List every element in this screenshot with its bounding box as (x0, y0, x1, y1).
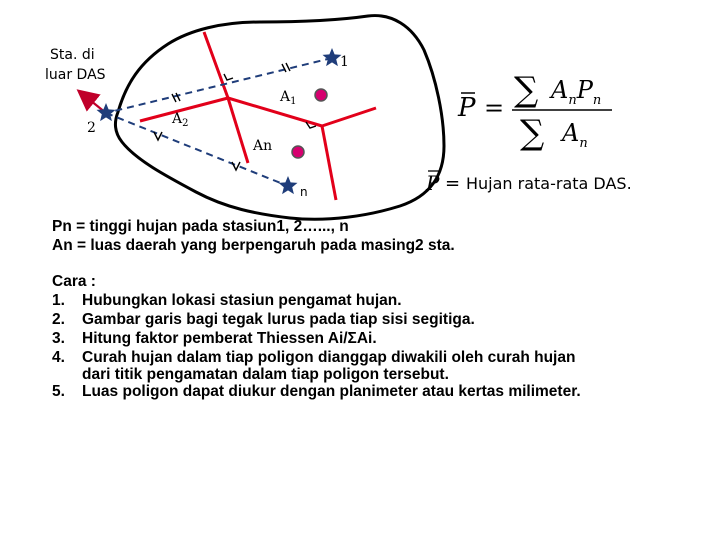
an-definition: An = luas daerah yang berpengaruh pada masing2 sta. (52, 237, 455, 254)
method-title: Cara : (52, 273, 96, 290)
definition-lhs: P (426, 171, 440, 195)
list-item (52, 329, 581, 348)
station-2-label: 2 (87, 120, 96, 136)
method-steps (52, 272, 581, 401)
station-n-star-icon (279, 176, 298, 194)
list-item (52, 291, 581, 310)
pn-definition: Pn = tinggi hujan pada stasiun1, 2…..., n (52, 218, 349, 235)
step-text: Luas poligon dapat diukur dengan planimeter atau kertas milimeter. (82, 383, 581, 400)
step-text: Hitung faktor pemberat Thiessen Ai/ΣAi. (82, 330, 377, 347)
area-1-label: $A_1$ (280, 89, 297, 107)
formula-lhs: P (458, 93, 476, 123)
list-item (52, 348, 581, 367)
step-number: 5. (52, 383, 65, 400)
station-1-label: 1 (340, 54, 349, 70)
step-number: 3. (52, 330, 65, 347)
list-item (52, 310, 581, 329)
station-1-star-icon (323, 48, 342, 66)
step-text: Gambar garis bagi tegak lurus pada tiap sisi segitiga. (82, 311, 475, 328)
divider-south (322, 126, 336, 200)
list-item (52, 382, 581, 401)
outside-station-label-line1: Sta. di (50, 47, 95, 63)
outside-station-label-line2: luar DAS (45, 67, 106, 83)
divider-east (322, 108, 376, 126)
step-text: Curah hujan dalam tiap poligon dianggap diwakili oleh curah hujan (82, 349, 576, 366)
gauge-dot-upper (315, 89, 327, 101)
area-n-label: An (253, 138, 273, 154)
definition-text: Hujan rata-rata DAS. (466, 174, 632, 193)
definition-equals: = (445, 173, 461, 194)
step-number: 1. (52, 292, 65, 309)
step-continuation: dari titik pengamatan dalam tiap poligon tersebut. (82, 366, 449, 383)
area-2-label: $A_2$ (172, 111, 189, 129)
divider-right (228, 98, 322, 126)
step-text: Hubungkan lokasi stasiun pengamat hujan. (82, 292, 402, 309)
formula-sigma-top: ∑ (514, 70, 539, 110)
formula-sigma-bottom: ∑ (520, 113, 545, 153)
formula-equals: = (484, 94, 505, 122)
watershed-boundary (115, 16, 444, 220)
formula-numerator: $A_nP_n$ (551, 76, 602, 108)
step-number: 4. (52, 349, 65, 366)
divider-top (204, 32, 228, 98)
gauge-dot-lower (292, 146, 304, 158)
divider-lower (228, 98, 248, 163)
station-2-star-icon (97, 103, 116, 121)
station-n-label: n (300, 185, 308, 199)
step-number: 2. (52, 311, 65, 328)
mean-definition (425, 171, 632, 195)
weighted-average-formula (457, 70, 612, 153)
formula-denominator: $A_n$ (562, 119, 588, 151)
